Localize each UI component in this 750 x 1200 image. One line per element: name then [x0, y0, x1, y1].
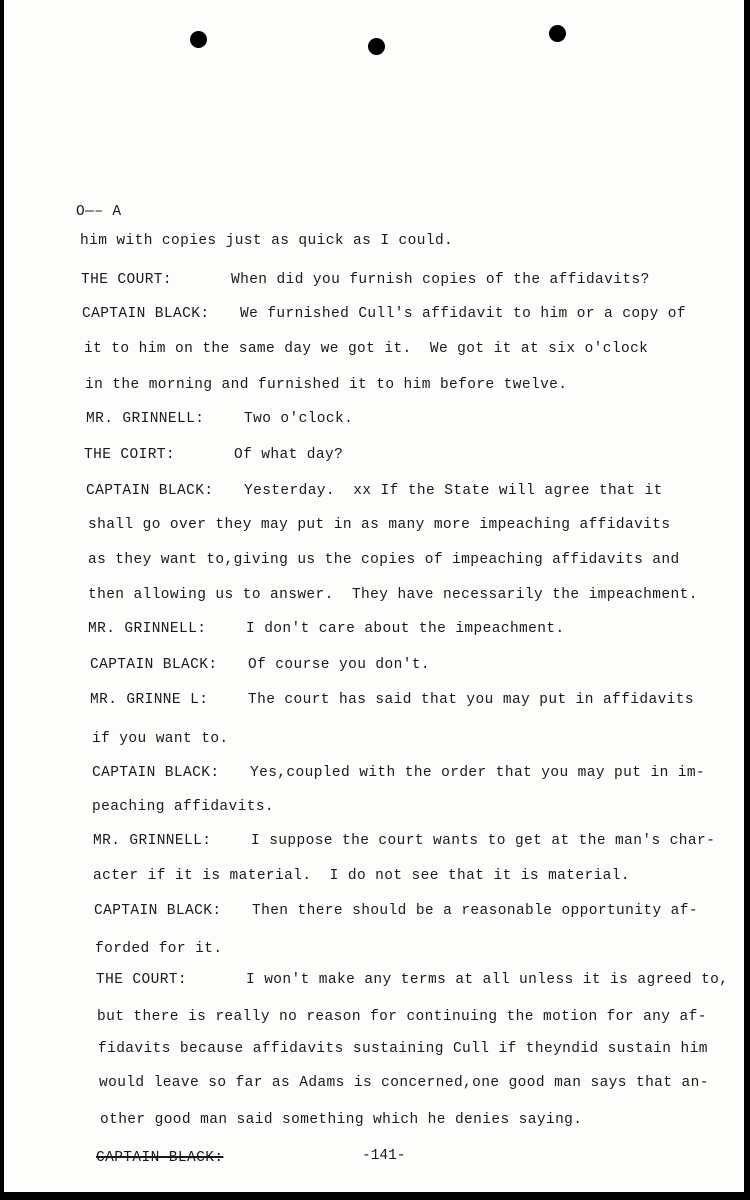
line-text: acter if it is material. I do not see that it is material.	[93, 868, 630, 884]
struck-speaker-label: CAPTAIN BLACK:	[96, 1150, 224, 1166]
line-text: as they want to,giving us the copies of impeaching affidavits and	[88, 552, 680, 568]
line-text: Yesterday. xx If the State will agree that it	[244, 483, 663, 499]
transcript-line	[97, 1009, 707, 1025]
line-text: then allowing us to answer. They have necessarily the impeachment.	[88, 587, 698, 603]
line-text: Two o'clock.	[244, 411, 354, 427]
line-text: him with copies just as quick as I could.	[80, 233, 454, 249]
line-text: other good man said something which he denies saying.	[100, 1112, 583, 1128]
section-marker: O—– A	[76, 204, 122, 220]
speaker-label: THE COIRT:	[84, 447, 176, 463]
speaker-label: CAPTAIN BLACK:	[86, 483, 214, 499]
punch-hole	[368, 38, 385, 55]
transcript-line	[95, 941, 222, 957]
page-number: -141-	[362, 1148, 406, 1164]
line-text: it to him on the same day we got it. We got it at six o'clock	[84, 341, 649, 357]
line-text: I won't make any terms at all unless it is agreed to,	[246, 972, 729, 988]
speaker-label: CAPTAIN BLACK:	[90, 657, 218, 673]
speaker-label: MR. GRINNE L:	[90, 692, 209, 708]
transcript-line	[98, 1041, 708, 1057]
transcript-line	[94, 903, 698, 919]
transcript-line	[93, 833, 715, 849]
line-text: forded for it.	[95, 941, 223, 957]
punch-hole	[549, 25, 566, 42]
transcript-line	[86, 483, 663, 499]
line-text: When did you furnish copies of the affidavits?	[231, 272, 650, 288]
transcript-line	[86, 411, 353, 427]
transcript-line	[85, 377, 567, 393]
line-text: would leave so far as Adams is concerned,one good man says that an-	[99, 1075, 709, 1091]
transcript-line	[81, 272, 650, 288]
punch-hole	[190, 31, 207, 48]
transcript-line	[84, 447, 343, 463]
line-text: peaching affidavits.	[92, 799, 275, 815]
speaker-label: CAPTAIN BLACK:	[94, 903, 222, 919]
transcript-line	[88, 517, 671, 533]
transcript-line	[84, 341, 648, 357]
transcript-line	[82, 306, 686, 322]
speaker-label: MR. GRINNELL:	[86, 411, 205, 427]
line-text: fidavits because affidavits sustaining Cull if theyndid sustain him	[98, 1041, 708, 1057]
transcript-line	[80, 233, 453, 249]
transcript-line	[100, 1112, 582, 1128]
transcript-line	[90, 692, 694, 708]
line-text: shall go over they may put in as many more impeaching affidavits	[88, 517, 671, 533]
transcript-line	[90, 657, 430, 673]
speaker-label: CAPTAIN BLACK:	[82, 306, 210, 322]
line-text: Of what day?	[234, 447, 344, 463]
transcript-line	[88, 587, 698, 603]
transcript-line	[92, 799, 274, 815]
document-page	[4, 0, 744, 1192]
transcript-line	[88, 621, 565, 637]
speaker-label: MR. GRINNELL:	[88, 621, 207, 637]
line-text: Of course you don't.	[248, 657, 431, 673]
transcript-line	[92, 765, 705, 781]
transcript-line	[96, 972, 728, 988]
speaker-label: CAPTAIN BLACK:	[92, 765, 220, 781]
speaker-label: THE COURT:	[96, 972, 188, 988]
transcript-line	[92, 731, 229, 747]
line-text: The court has said that you may put in affidavits	[248, 692, 694, 708]
line-text: but there is really no reason for continuing the motion for any af-	[97, 1009, 707, 1025]
line-text: Yes,coupled with the order that you may put in im-	[250, 765, 706, 781]
line-text: if you want to.	[92, 731, 229, 747]
line-text: Then there should be a reasonable opportunity af-	[252, 903, 698, 919]
line-text: I suppose the court wants to get at the man's char-	[251, 833, 716, 849]
speaker-label: MR. GRINNELL:	[93, 833, 212, 849]
line-text: We furnished Cull's affidavit to him or a copy of	[240, 306, 686, 322]
line-text: I don't care about the impeachment.	[246, 621, 565, 637]
speaker-label: THE COURT:	[81, 272, 173, 288]
transcript-line	[93, 868, 630, 884]
transcript-line	[99, 1075, 709, 1091]
transcript-line	[88, 552, 680, 568]
line-text: in the morning and furnished it to him before twelve.	[85, 377, 568, 393]
